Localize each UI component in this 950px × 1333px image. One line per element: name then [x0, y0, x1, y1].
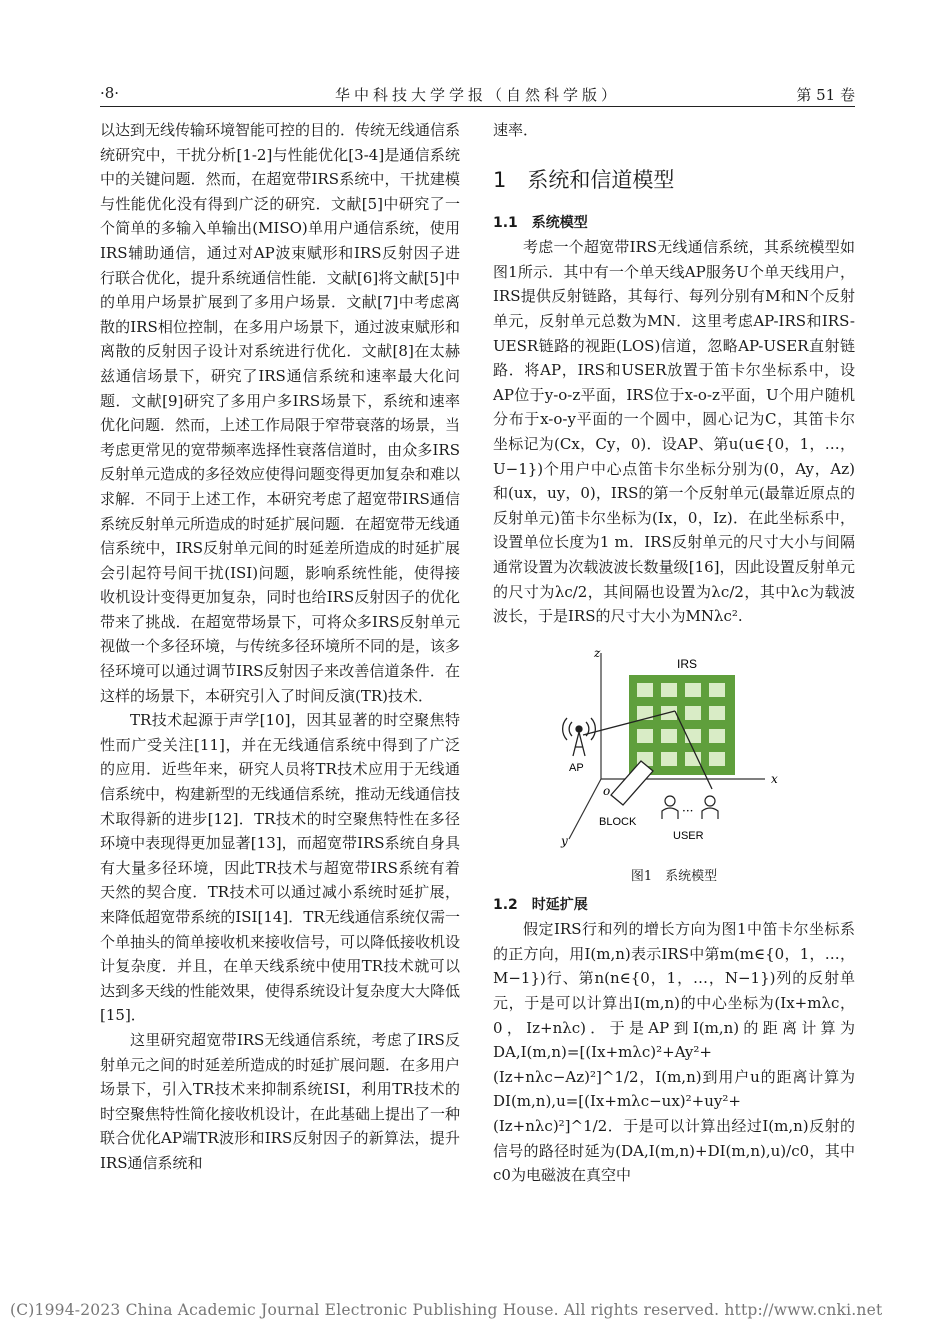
irs-reflecting-element [709, 729, 725, 743]
paragraph: TR技术起源于声学[10]，因其显著的时空聚焦特性而广受关注[11]，并在无线通信系统中得到了广泛的应用．近些年来，研究人员将TR技术应用于无线通信系统中，构建新型的无线通信系统，推动无线通信技术取得新的进步[12]．TR技术的时空聚焦特性在多径环境中表现得更加显著[13]，而超宽带IRS系统自身具有大量多径环境，因此TR技术与超宽带IRS系统有着天然的契合度．TR技术可以通过减小系统时延扩展，来降低超宽带系统的ISI[14]．TR无线通信系统仅需一个单抽头的简单接收机来接收信号，可以降低接收机设计复杂度．并且，在单天线系统中使用TR技术就可以达到多天线的性能效果，使得系统设计复杂度大大降低[15]． [100, 711, 461, 1025]
irs-reflecting-element [685, 752, 701, 766]
irs-label: IRS [677, 656, 698, 671]
paragraph: 这里研究超宽带IRS无线通信系统，考虑了IRS反射单元之间的时延差所造成的时延扩展问题．在多用户场景下，引入TR技术来抑制系统ISI，利用TR技术的时空聚焦特性简化接收机设计，在此基础上提出了一种联合优化AP端TR波形和IRS反射因子的新算法，提升IRS通信系统和 [100, 1030, 461, 1172]
irs-reflecting-element [637, 729, 653, 743]
user-icon [702, 796, 718, 819]
user-ellipsis: ··· [682, 803, 694, 818]
irs-reflecting-element [685, 706, 701, 720]
z-axis-label: z [594, 645, 601, 660]
page-header [100, 78, 855, 106]
system-model-figure [493, 643, 855, 889]
paragraph: 考虑一个超宽带IRS无线通信系统，其系统模型如图1所示．其中有一个单天线AP服务U个单天线用户，IRS提供反射链路，其每行、每列分别有M和N个反射单元，反射单元总数为MN．这里考虑AP-IRS和IRS-UESR链路的视距(LOS)信道，忽略AP-USER直射链路．将AP，IRS和USER放置于笛卡尔坐标系中，设AP位于y-o-z平面，IRS位于x-o-z平面，U个用户随机分布于x-o-y平面的一个圆中，圆心记为C，其笛卡尔坐标记为(Cx，Cy，0)．设AP、第u(u∈{0，1，…，U−1})个用户中心点笛卡尔坐标分别为(0，Ay，Az)和(ux，uy，0)，IRS的第一个反射单元(最靠近原点的反射单元)笛卡尔坐标为(Ix，0，Iz)．在此坐标系中，设置单位长度为1 m．IRS反射单元的尺寸大小与间隔通常设置为次载波波长数量级[16]，因此设置反射单元的尺寸为λc/2，其间隔也设置为λc/2，其中λc为载波波长，于是IRS的尺寸大小为MNλc². [493, 238, 855, 626]
copyright-footer: (C)1994-2023 China Academic Journal Electronic Publishing House. All rights reserved. http://www.cnki.net [10, 1301, 883, 1319]
irs-reflecting-element [709, 752, 725, 766]
irs-reflecting-element [661, 683, 677, 697]
origin-label: o [603, 783, 611, 798]
paragraph: 以达到无线传输环境智能可控的目的．传统无线通信系统研究中，干扰分析[1-2]与性能优化[3-4]是通信系统中的关键问题．然而，在超宽带IRS系统中，干扰建模与性能优化没有得到广泛的研究．文献[5]中研究了一个简单的多输入单输出(MISO)单用户通信系统，使用IRS辅助通信，通过对AP波束赋形和IRS反射因子进行联合优化，提升系统通信性能．文献[6]将文献[5]中的单用户场景扩展到了多用户场景．文献[7]中考虑离散的IRS相位控制，在多用户场景下，通过波束赋形和离散的反射因子设计对系统进行优化．文献[8]在太赫兹通信场景下，研究了IRS通信系统和速率最大化问题．文献[9]研究了多用户多IRS场景下，系统和速率优化问题．然而，上述工作局限于窄带衰落的场景，当考虑更常见的宽带频率选择性衰落信道时，由众多IRS反射单元造成的多径效应使得问题变得更加复杂和难以求解．不同于上述工作，本研究考虑了超宽带IRS通信系统反射单元所造成的时延扩展问题．在超宽带无线通信系统中，IRS反射单元间的时延差所造成的时延扩展会引起符号间干扰(ISI)问题，影响系统性能，使得接收机设计变得更加复杂，同时也给IRS反射因子的优化带来了挑战．在超宽带场景下，可将众多IRS反射单元视做一个多径环境，与传统多径环境所不同的是，该多径环境可以通过调节IRS反射因子来改善信道条件．在这样的场景下，本研究引入了时间反演(TR)技术． [100, 121, 461, 705]
section-heading: 1 系统和信道模型 [493, 167, 675, 192]
ap-antenna-icon [563, 718, 596, 756]
irs-reflecting-element [709, 683, 725, 697]
y-axis-label: y [561, 833, 568, 848]
irs-reflecting-element [637, 683, 653, 697]
irs-reflecting-element [661, 752, 677, 766]
paragraph: 假定IRS行和列的增长方向为图1中笛卡尔坐标系的正方向，用I(m,n)表示IRS中第m(m∈{0，1，…，M−1})行、第n(n∈{0，1，…，N−1})列的反射单元，于是可以计算出I(m,n)的中心坐标为(Ix+mλc，0，Iz+nλc)．于是AP到I(m,n)的距离计算为DA,I(m,n)=[(Ix+mλc)²+Ay²+(Iz+nλc−Az)²]^1/2，I(m,n)到用户u的距离计算为DI(m,n),u=[(Ix+mλc−ux)²+uy²+(Iz+nλc)²]^1/2．于是可以计算出经过I(m,n)反射的信号的路径时延为(DA,I(m,n)+DI(m,n),u)/c0，其中c0为电磁波在真空中 [493, 920, 855, 1185]
volume-label: 第 51 卷 [796, 86, 855, 104]
irs-reflecting-element [661, 729, 677, 743]
block-label: BLOCK [599, 815, 637, 828]
subsection-heading: 1.1 系统模型 [493, 214, 588, 231]
figure-diagram [493, 643, 855, 863]
y-axis [569, 779, 601, 839]
paragraph-continuation: 速率． [493, 121, 539, 139]
right-column [493, 118, 855, 1188]
irs-reflecting-element [685, 683, 701, 697]
journal-title: 华中科技大学学报（自然科学版） [334, 86, 620, 104]
header-rule [100, 106, 855, 107]
figure-caption: 图1 系统模型 [630, 868, 718, 884]
user-label: USER [673, 829, 704, 842]
user-icon [662, 796, 678, 819]
irs-reflecting-element [709, 706, 725, 720]
left-column [100, 118, 460, 1176]
subsection-heading: 1.2 时延扩展 [493, 896, 588, 913]
ap-label: AP [569, 761, 584, 774]
page-number: ·8· [100, 84, 120, 102]
x-axis-label: x [771, 771, 778, 786]
